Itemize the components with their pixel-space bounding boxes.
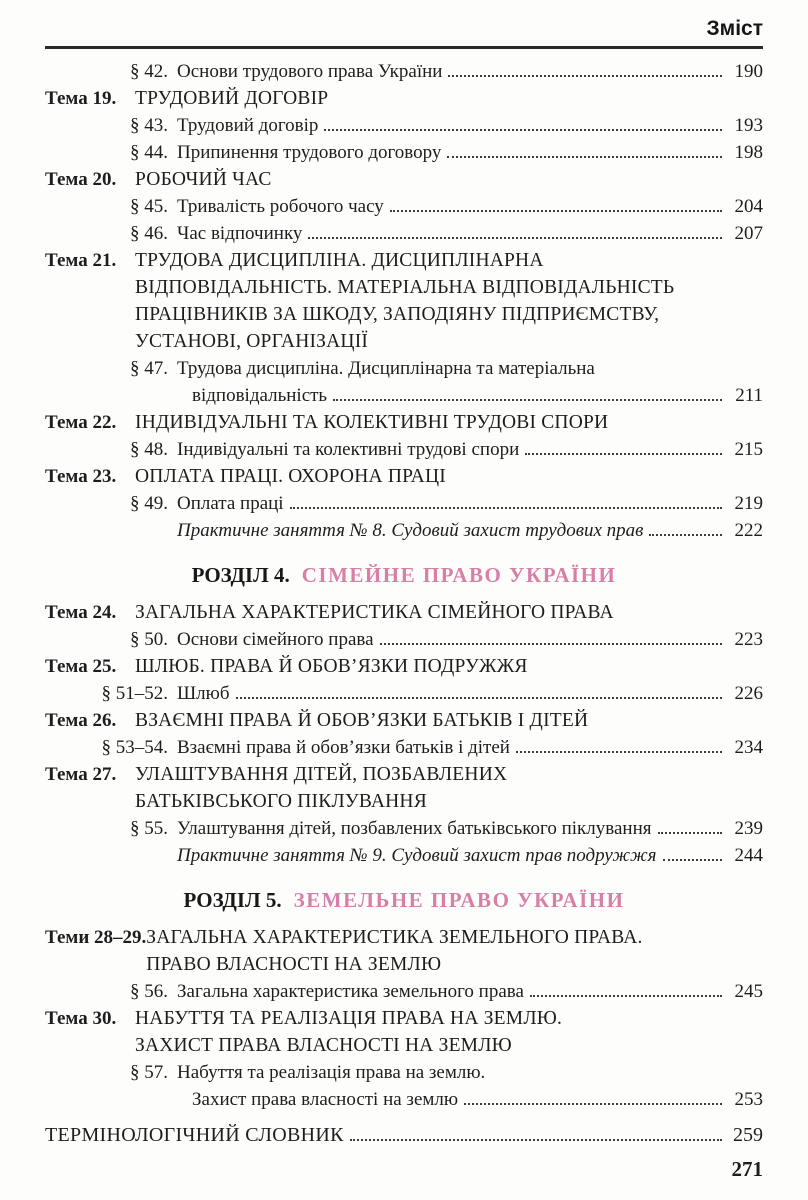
page-ref: 234	[734, 737, 763, 758]
dot-leader	[516, 751, 722, 753]
toc-entry	[45, 626, 763, 653]
paragraph-label: § 56.	[130, 981, 168, 1002]
paragraph-title-line: Трудова дисципліна. Дисциплінарна та матеріальна	[177, 358, 595, 379]
dot-leader	[464, 1103, 722, 1105]
paragraph-title: Оплата праці	[177, 493, 284, 514]
toc-entry	[45, 490, 763, 517]
theme-title	[135, 599, 763, 626]
theme-title-line: ШЛЮБ. ПРАВА Й ОБОВ’ЯЗКИ ПОДРУЖЖЯ	[135, 656, 528, 677]
page-ref: 204	[734, 196, 763, 217]
toc-entry	[45, 978, 763, 1005]
theme-title-line: ВІДПОВІДАЛЬНІСТЬ. МАТЕРІАЛЬНА ВІДПОВІДАЛЬНІСТЬ	[135, 277, 675, 298]
toc-entry	[45, 1059, 763, 1113]
toc-entry	[45, 139, 763, 166]
paragraph-title-block	[177, 1059, 763, 1113]
header-rule	[45, 46, 763, 49]
dot-leader	[308, 237, 722, 239]
practice-entry	[45, 842, 763, 869]
page-ref: 193	[734, 115, 763, 136]
theme-title-line: УЛАШТУВАННЯ ДІТЕЙ, ПОЗБАВЛЕНИХ	[135, 764, 508, 785]
theme-title-line: ІНДИВІДУАЛЬНІ ТА КОЛЕКТИВНІ ТРУДОВІ СПОРИ	[135, 412, 609, 433]
paragraph-label: § 49.	[130, 493, 168, 514]
theme-title	[135, 409, 763, 436]
page-ref: 239	[734, 818, 763, 839]
paragraph-title: Улаштування дітей, позбавлених батьківського піклування	[177, 818, 652, 839]
theme-title	[135, 707, 763, 734]
paragraph-title: Припинення трудового договору	[177, 142, 442, 163]
page-ref: 198	[734, 142, 763, 163]
theme-title-line: УСТАНОВІ, ОРГАНІЗАЦІЇ	[135, 331, 369, 352]
theme-title-line: ПРАВО ВЛАСНОСТІ НА ЗЕМЛЮ	[146, 954, 442, 975]
theme-label: Тема 27.	[45, 764, 117, 785]
paragraph-label: § 43.	[130, 115, 168, 136]
practice-entry	[45, 517, 763, 544]
glossary-entry	[45, 1122, 763, 1149]
theme-title-line: ТРУДОВИЙ ДОГОВІР	[135, 88, 329, 109]
theme-title-line: ЗАХИСТ ПРАВА ВЛАСНОСТІ НА ЗЕМЛЮ	[135, 1035, 512, 1056]
page-ref: 222	[734, 520, 763, 541]
paragraph-label: § 51–52.	[101, 683, 168, 704]
theme-title-line: ОПЛАТА ПРАЦІ. ОХОРОНА ПРАЦІ	[135, 466, 446, 487]
page-ref: 219	[734, 493, 763, 514]
dot-leader	[530, 995, 722, 997]
theme-title-line: ЗАГАЛЬНА ХАРАКТЕРИСТИКА ЗЕМЕЛЬНОГО ПРАВА.	[146, 927, 643, 948]
toc-theme	[45, 653, 763, 680]
page-ref: 253	[734, 1089, 763, 1110]
theme-title-line: ЗАГАЛЬНА ХАРАКТЕРИСТИКА СІМЕЙНОГО ПРАВА	[135, 602, 614, 623]
page-folio: 271	[731, 1157, 763, 1181]
paragraph-title-block	[177, 355, 763, 409]
paragraph-title: Основи сімейного права	[177, 629, 374, 650]
theme-title	[135, 85, 763, 112]
practice-title: Практичне заняття № 9. Судовий захист прав подружжя	[177, 845, 657, 866]
dot-leader	[350, 1139, 722, 1141]
toc-theme	[45, 409, 763, 436]
page-ref: 244	[734, 845, 763, 866]
theme-title	[135, 761, 763, 815]
paragraph-title-line: Захист права власності на землю	[192, 1089, 459, 1110]
glossary-title: ТЕРМІНОЛОГІЧНИЙ СЛОВНИК	[45, 1124, 344, 1146]
paragraph-title: Час відпочинку	[177, 223, 303, 244]
theme-title	[135, 247, 763, 355]
toc-entry	[45, 815, 763, 842]
paragraph-label: § 44.	[130, 142, 168, 163]
toc-entry	[45, 680, 763, 707]
theme-label: Тема 30.	[45, 1008, 117, 1029]
toc-entry	[45, 220, 763, 247]
dot-leader	[390, 210, 722, 212]
toc-entry	[45, 112, 763, 139]
toc-entry	[45, 58, 763, 85]
paragraph-label: § 50.	[130, 629, 168, 650]
theme-title	[146, 924, 763, 978]
theme-label: Тема 21.	[45, 250, 117, 271]
dot-leader	[290, 507, 722, 509]
theme-label: Тема 25.	[45, 656, 117, 677]
dot-leader	[649, 534, 722, 536]
theme-label: Теми 28–29.	[45, 927, 147, 948]
paragraph-label: § 42.	[130, 61, 168, 82]
section-heading	[45, 887, 763, 914]
paragraph-label: § 45.	[130, 196, 168, 217]
page-ref: 245	[734, 981, 763, 1002]
paragraph-title: Взаємні права й обов’язки батьків і дітей	[177, 737, 510, 758]
theme-title-line: ТРУДОВА ДИСЦИПЛІНА. ДИСЦИПЛІНАРНА	[135, 250, 544, 271]
paragraph-title: Трудовий договір	[177, 115, 319, 136]
theme-title	[135, 166, 763, 193]
dot-leader	[236, 697, 722, 699]
paragraph-label: § 47.	[130, 358, 168, 379]
paragraph-continuation-row	[177, 382, 763, 409]
toc-theme	[45, 85, 763, 112]
toc-entry	[45, 734, 763, 761]
paragraph-label: § 48.	[130, 439, 168, 460]
paragraph-title: Основи трудового права України	[177, 61, 443, 82]
paragraph-title: Індивідуальні та колективні трудові спори	[177, 439, 520, 460]
toc-theme	[45, 247, 763, 355]
theme-title	[135, 463, 763, 490]
section-title: СІМЕЙНЕ ПРАВО УКРАЇНИ	[301, 563, 617, 587]
theme-label: Тема 23.	[45, 466, 117, 487]
paragraph-continuation-row	[177, 1086, 763, 1113]
page-ref: 215	[734, 439, 763, 460]
paragraph-title: Шлюб	[177, 683, 230, 704]
theme-title-line: БАТЬКІВСЬКОГО ПІКЛУВАННЯ	[135, 791, 427, 812]
page-ref: 211	[735, 385, 763, 406]
dot-leader	[525, 453, 722, 455]
paragraph-title-line: відповідальність	[192, 385, 328, 406]
paragraph-label: § 55.	[130, 818, 168, 839]
toc-theme	[45, 599, 763, 626]
page-ref: 226	[734, 683, 763, 704]
theme-title-line: РОБОЧИЙ ЧАС	[135, 169, 272, 190]
section-number: РОЗДІЛ 4.	[191, 563, 290, 587]
toc-theme	[45, 924, 763, 978]
dot-leader	[333, 399, 722, 401]
toc-theme	[45, 463, 763, 490]
toc-entry	[45, 193, 763, 220]
dot-leader	[447, 156, 722, 158]
dot-leader	[663, 859, 723, 861]
theme-label: Тема 24.	[45, 602, 117, 623]
theme-label: Тема 19.	[45, 88, 117, 109]
theme-title	[135, 653, 763, 680]
page-ref: 223	[734, 629, 763, 650]
theme-label: Тема 20.	[45, 169, 117, 190]
dot-leader	[448, 75, 722, 77]
toc-theme	[45, 761, 763, 815]
page-ref: 259	[733, 1124, 763, 1146]
paragraph-label: § 57.	[130, 1062, 168, 1083]
section-heading	[45, 562, 763, 589]
paragraph-title: Загальна характеристика земельного права	[177, 981, 524, 1002]
theme-title-line: ПРАЦІВНИКІВ ЗА ШКОДУ, ЗАПОДІЯНУ ПІДПРИЄМСТВУ,	[135, 304, 660, 325]
paragraph-title: Тривалість робочого часу	[177, 196, 384, 217]
toc-theme	[45, 707, 763, 734]
dot-leader	[324, 129, 722, 131]
paragraph-label: § 53–54.	[101, 737, 168, 758]
toc-entry	[45, 355, 763, 409]
page-header-title: Зміст	[706, 17, 763, 40]
dot-leader	[658, 832, 723, 834]
toc-entry	[45, 436, 763, 463]
toc-theme	[45, 1005, 763, 1059]
theme-title-line: НАБУТТЯ ТА РЕАЛІЗАЦІЯ ПРАВА НА ЗЕМЛЮ.	[135, 1008, 563, 1029]
theme-title-line: ВЗАЄМНІ ПРАВА Й ОБОВ’ЯЗКИ БАТЬКІВ І ДІТЕЙ	[135, 710, 589, 731]
toc-theme	[45, 166, 763, 193]
page-ref: 207	[734, 223, 763, 244]
practice-title: Практичне заняття № 8. Судовий захист трудових прав	[177, 520, 644, 541]
theme-label: Тема 22.	[45, 412, 117, 433]
page-ref: 190	[734, 61, 763, 82]
theme-title	[135, 1005, 763, 1059]
paragraph-title-line: Набуття та реалізація права на землю.	[177, 1062, 486, 1083]
paragraph-label: § 46.	[130, 223, 168, 244]
section-title: ЗЕМЕЛЬНЕ ПРАВО УКРАЇНИ	[293, 888, 625, 912]
dot-leader	[380, 643, 722, 645]
section-number: РОЗДІЛ 5.	[183, 888, 282, 912]
theme-label: Тема 26.	[45, 710, 117, 731]
